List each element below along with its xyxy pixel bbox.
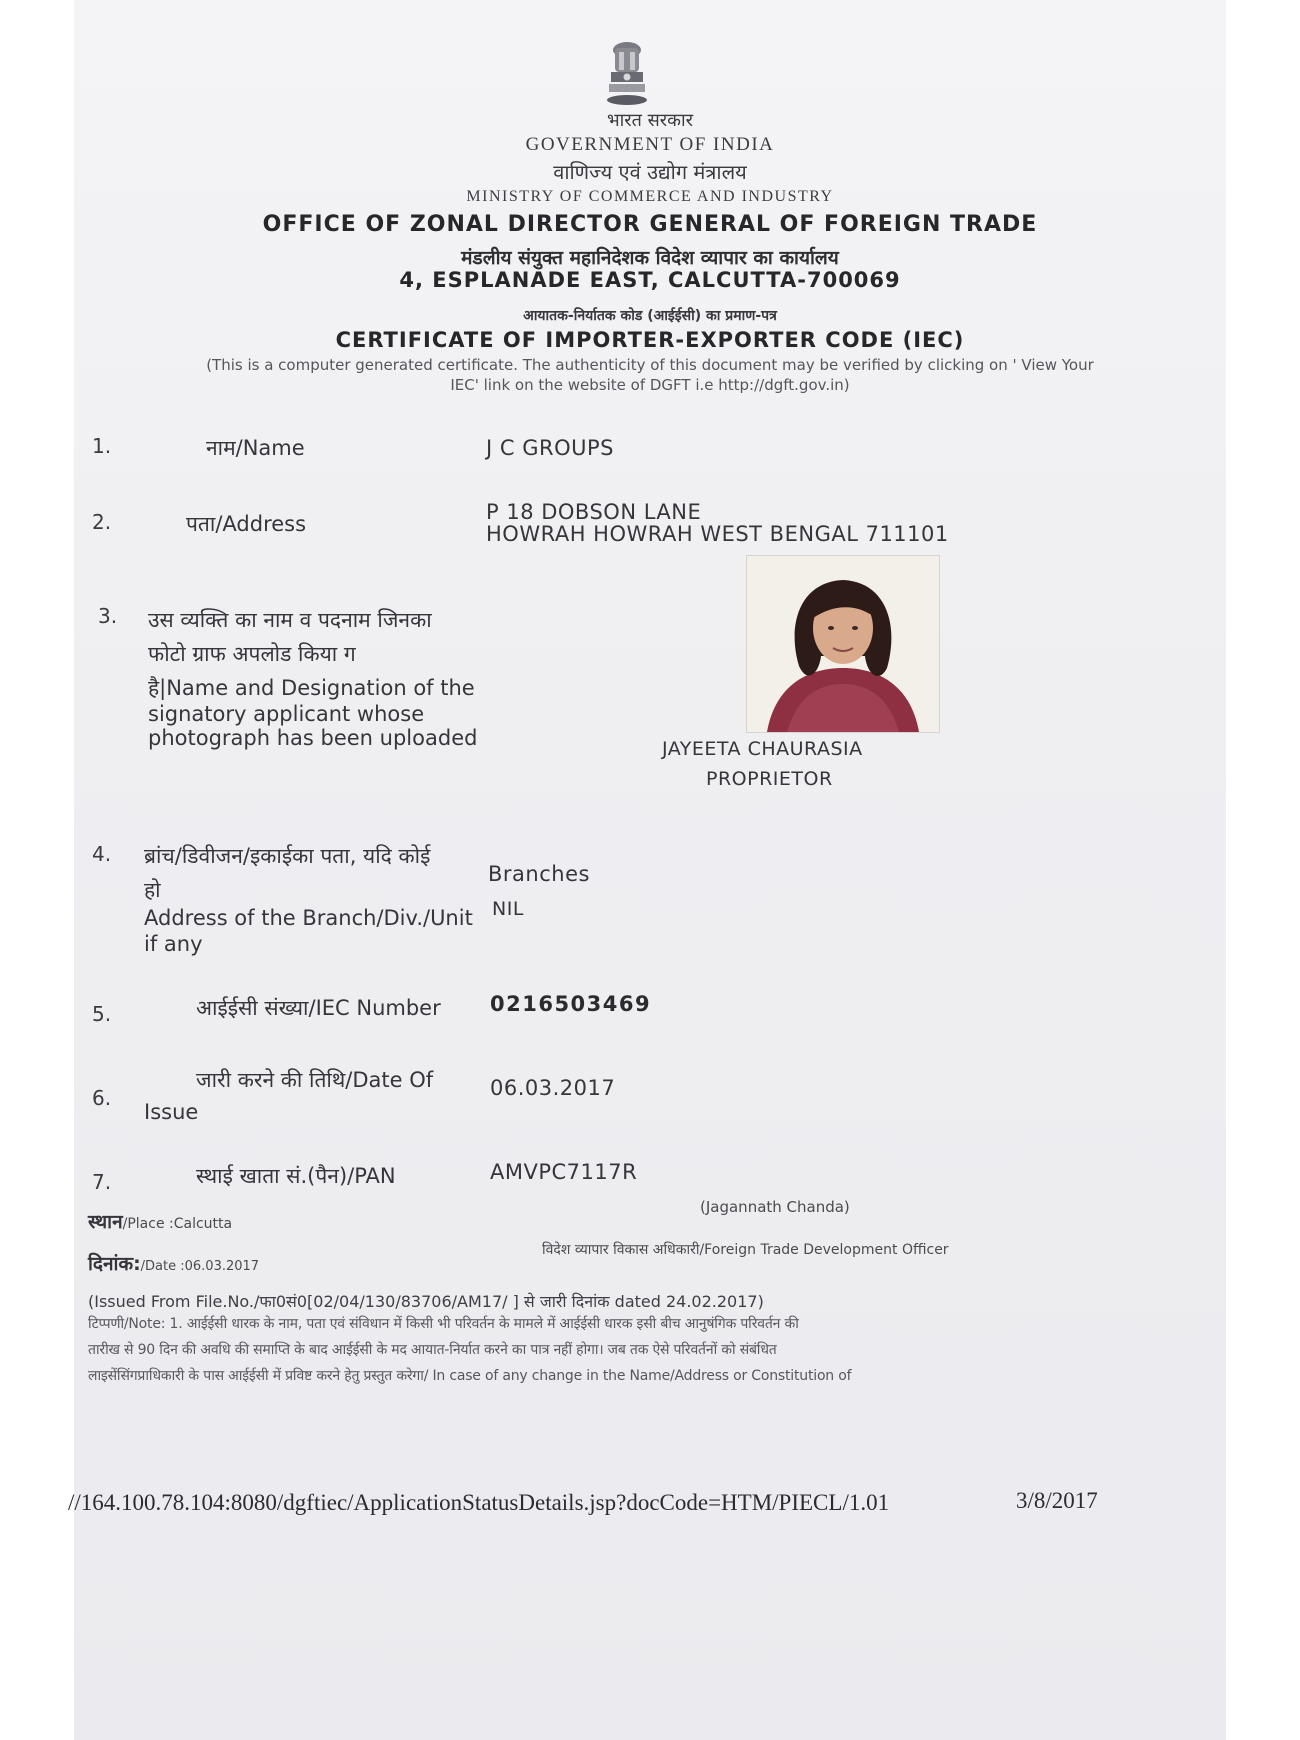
row-number: 5. — [92, 1002, 112, 1026]
office-heading: OFFICE OF ZONAL DIRECTOR GENERAL OF FOREIGN TRADE — [262, 212, 1038, 237]
branches-heading: Branches — [488, 862, 590, 886]
signatory-name: JAYEETA CHAURASIA — [662, 738, 863, 760]
branch-label-line4: if any — [144, 932, 203, 956]
place-value: /Place :Calcutta — [122, 1216, 233, 1232]
pan-label: स्थाई खाता सं.(पैन)/PAN — [196, 1164, 396, 1188]
branches-value: NIL — [492, 898, 524, 920]
note-line3: लाइसेंसिंगप्राधिकारी के पास आईईसी में प्रविष्ट करने हेतु प्रस्तुत करेगा/ In case of any change in the Name/Address or Constitution of — [88, 1368, 852, 1384]
place-field — [88, 1208, 232, 1234]
office-address: 4, ESPLANADE EAST, CALCUTTA-700069 — [399, 268, 901, 292]
authenticity-note-line1: (This is a computer generated certificate. The authenticity of this document may be verified by clicking on ' View Your — [206, 356, 1094, 374]
officer-name: (Jagannath Chanda) — [700, 1198, 850, 1216]
row-number: 7. — [92, 1170, 112, 1194]
authenticity-note-line2: IEC' link on the website of DGFT i.e http://dgft.gov.in) — [450, 376, 850, 394]
date-hindi-label: दिनांक: — [88, 1253, 141, 1275]
signatory-label-line2: फोटो ग्राफ अपलोड किया ग — [148, 642, 356, 666]
hindi-certificate-title: आयातक-निर्यातक कोड (आईईसी) का प्रमाण-पत्र — [523, 308, 777, 324]
pan-value: AMVPC7117R — [490, 1160, 638, 1184]
branch-label-line3: Address of the Branch/Div./Unit — [144, 906, 473, 930]
date-value: /Date :06.03.2017 — [140, 1259, 260, 1274]
signatory-label-line4: signatory applicant whose — [148, 702, 425, 726]
print-url: //164.100.78.104:8080/dgftiec/ApplicationStatusDetails.jsp?docCode=HTM/PIECL/1.01 — [68, 1490, 890, 1515]
note-line2: तारीख से 90 दिन की अवधि की समाप्ति के बाद आईईसी के मद आयात-निर्यात करने का पात्र नहीं होगा। जब तक ऐसे परिवर्तनों को संबंधित — [88, 1342, 777, 1358]
row-number: 3. — [98, 604, 118, 628]
issued-from-file: (Issued From File.No./फा0सं0[02/04/130/83706/AM17/ ] से जारी दिनांक dated 24.02.2017) — [88, 1292, 764, 1311]
officer-title: विदेश व्यापार विकास अधिकारी/Foreign Trade Development Officer — [542, 1242, 949, 1258]
iec-number-value: 0216503469 — [490, 992, 652, 1016]
issue-date-label-line1: जारी करने की तिथि/Date Of — [196, 1068, 434, 1092]
address-label: पता/Address — [186, 512, 307, 536]
signatory-portrait-icon — [747, 556, 939, 732]
ministry-heading: MINISTRY OF COMMERCE AND INDUSTRY — [466, 188, 834, 205]
date-field — [88, 1250, 259, 1276]
print-date: 3/8/2017 — [1016, 1488, 1098, 1513]
signatory-label-line1: उस व्यक्ति का नाम व पदनाम जिनका — [148, 608, 432, 632]
hindi-government-heading: भारत सरकार — [606, 110, 694, 131]
hindi-ministry-heading: वाणिज्य एवं उद्योग मंत्रालय — [553, 160, 747, 184]
address-value-line2: HOWRAH HOWRAH WEST BENGAL 711101 — [486, 522, 949, 546]
hindi-office-heading: मंडलीय संयुक्त महानिदेशक विदेश व्यापार का कार्यालय — [461, 247, 839, 269]
name-value: J C GROUPS — [486, 436, 614, 460]
name-label: नाम/Name — [206, 436, 305, 460]
place-hindi-label: स्थान — [88, 1211, 123, 1233]
row-number: 2. — [92, 510, 112, 534]
issue-date-value: 06.03.2017 — [490, 1076, 616, 1100]
signatory-label-line3: है|Name and Designation of the — [148, 676, 475, 700]
iec-number-label: आईईसी संख्या/IEC Number — [196, 996, 441, 1020]
note-line1: टिप्पणी/Note: 1. आईईसी धारक के नाम, पता एवं संविधान में किसी भी परिवर्तन के मामले में आईईसी धारक इसी बीच आनुषंगिक परिवर्तन की — [88, 1316, 799, 1332]
national-emblem-icon — [597, 40, 657, 110]
signatory-photo — [746, 555, 940, 733]
row-number: 6. — [92, 1086, 112, 1110]
signatory-designation: PROPRIETOR — [706, 768, 833, 790]
issue-date-label-line2: Issue — [144, 1100, 199, 1124]
row-number: 4. — [92, 842, 112, 866]
government-heading: GOVERNMENT OF INDIA — [525, 134, 775, 155]
certificate-page — [68, 0, 1226, 1740]
branch-label-line1: ब्रांच/डिवीजन/इकाईका पता, यदि कोई — [144, 844, 431, 868]
certificate-title: CERTIFICATE OF IMPORTER-EXPORTER CODE (IEC) — [335, 328, 965, 352]
address-value-line1: P 18 DOBSON LANE — [486, 500, 702, 524]
branch-label-line2: हो — [144, 878, 161, 902]
row-number: 1. — [92, 434, 112, 458]
signatory-label-line5: photograph has been uploaded — [148, 726, 478, 750]
